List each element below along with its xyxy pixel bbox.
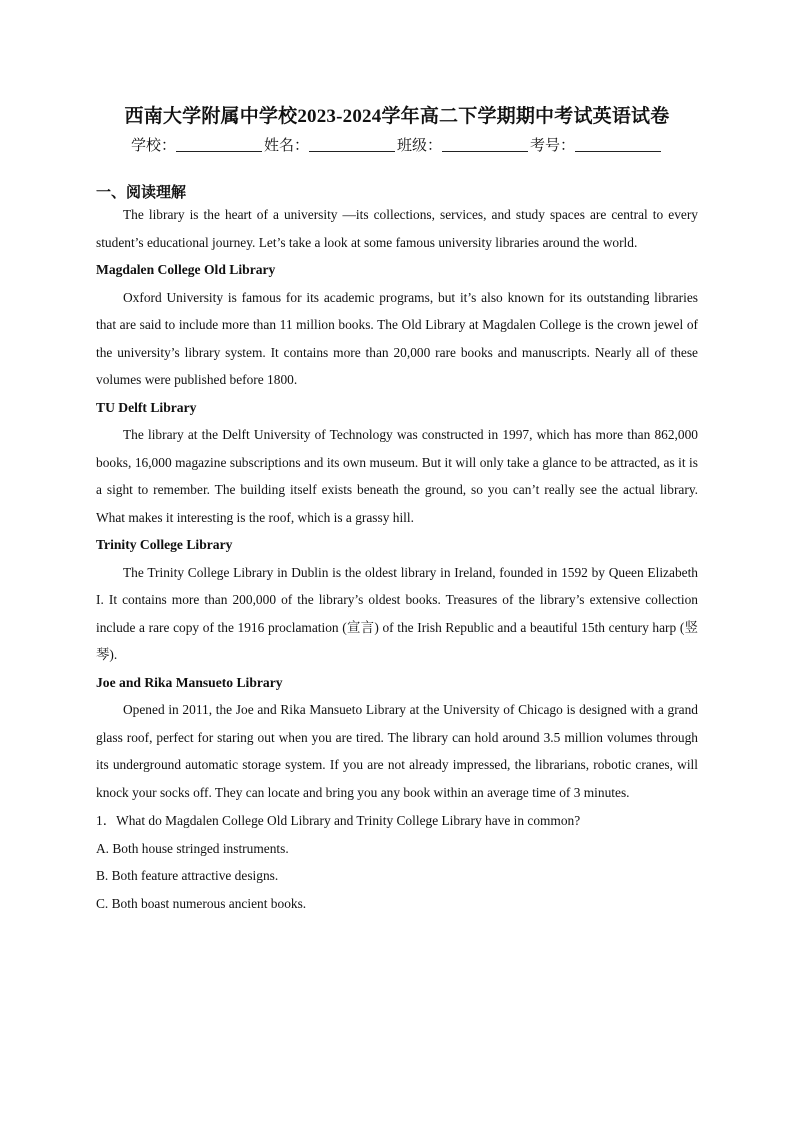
name-field (264, 134, 397, 155)
question-stem: 1．What do Magdalen College Old Library and Trinity College Library have in common? (96, 813, 581, 828)
library-heading-magdalen: Magdalen College Old Library (96, 262, 276, 277)
exam-number-label: 考号： (530, 138, 576, 154)
library-text-magdalen: Oxford University is famous for its academic programs, but it’s also known for its outstanding libraries that are said to include more than 11 million books. The Old Library at Magdalen College is the crown jewel of the university’s library system. It contains more than 20,000 rare books and manuscripts. Nearly all of these volumes were published before 1800. (96, 289, 698, 387)
library-text-tu-delft: The library at the Delft University of Technology was constructed in 1997, which has more than 862,000 books, 16,000 magazine subscriptions and its own museum. But it will only take a glance to be attracted, as it is a sight to remember. The building itself exists beneath the ground, so you can’t really see the actual library. What makes it interesting is the roof, which is a grassy hill. (96, 427, 698, 525)
student-info-line (96, 134, 698, 155)
question-option-b[interactable]: B. Both feature attractive designs. (96, 868, 279, 883)
name-blank[interactable] (309, 137, 395, 152)
library-text-trinity: The Trinity College Library in Dublin is the oldest library in Ireland, founded in 1592 by Queen Elizabeth I. It contains more than 200,000 of the library’s oldest books. Treasures of the library’s extensive collection include a rare copy of the 1916 proclamation (宣言) of the Irish Republic and a beautiful 15th century harp (竖琴). (96, 564, 698, 662)
class-label: 班级： (397, 138, 443, 154)
school-label: 学校： (130, 138, 176, 154)
passage-intro: The library is the heart of a university —its collections, services, and study spaces are central to every student’s educational journey. Let’s take a look at some famous university libraries around the world. (96, 207, 698, 250)
question-option-c[interactable]: C. Both boast numerous ancient books. (96, 895, 307, 911)
exam-number-blank[interactable] (575, 137, 661, 152)
school-blank[interactable] (176, 137, 262, 152)
name-label: 姓名： (263, 138, 309, 154)
exam-number-field (530, 134, 663, 155)
class-blank[interactable] (442, 137, 528, 152)
reading-passage (96, 201, 698, 917)
question-option-a[interactable]: A. Both house stringed instruments. (96, 840, 289, 856)
library-heading-mansueto: Joe and Rika Mansueto Library (96, 674, 283, 690)
class-field (397, 134, 530, 155)
school-field (131, 134, 264, 155)
library-text-mansueto: Opened in 2011, the Joe and Rika Mansueto Library at the University of Chicago is designed with a grand glass roof, perfect for staring out when you are tired. The library can hold around 3.5 million volumes through its underground automatic storage system. If you are not already impressed, the librarians, robotic cranes, will knock your socks off. They can locate and bring you any book within an average time of 3 minutes. (96, 702, 698, 800)
exam-title: 西南大学附属中学校2023-2024学年高二下学期期中考试英语试卷 (124, 106, 670, 127)
library-heading-trinity: Trinity College Library (96, 537, 233, 552)
section-heading: 一、阅读理解 (96, 185, 187, 201)
library-heading-tu-delft: TU Delft Library (96, 399, 197, 415)
